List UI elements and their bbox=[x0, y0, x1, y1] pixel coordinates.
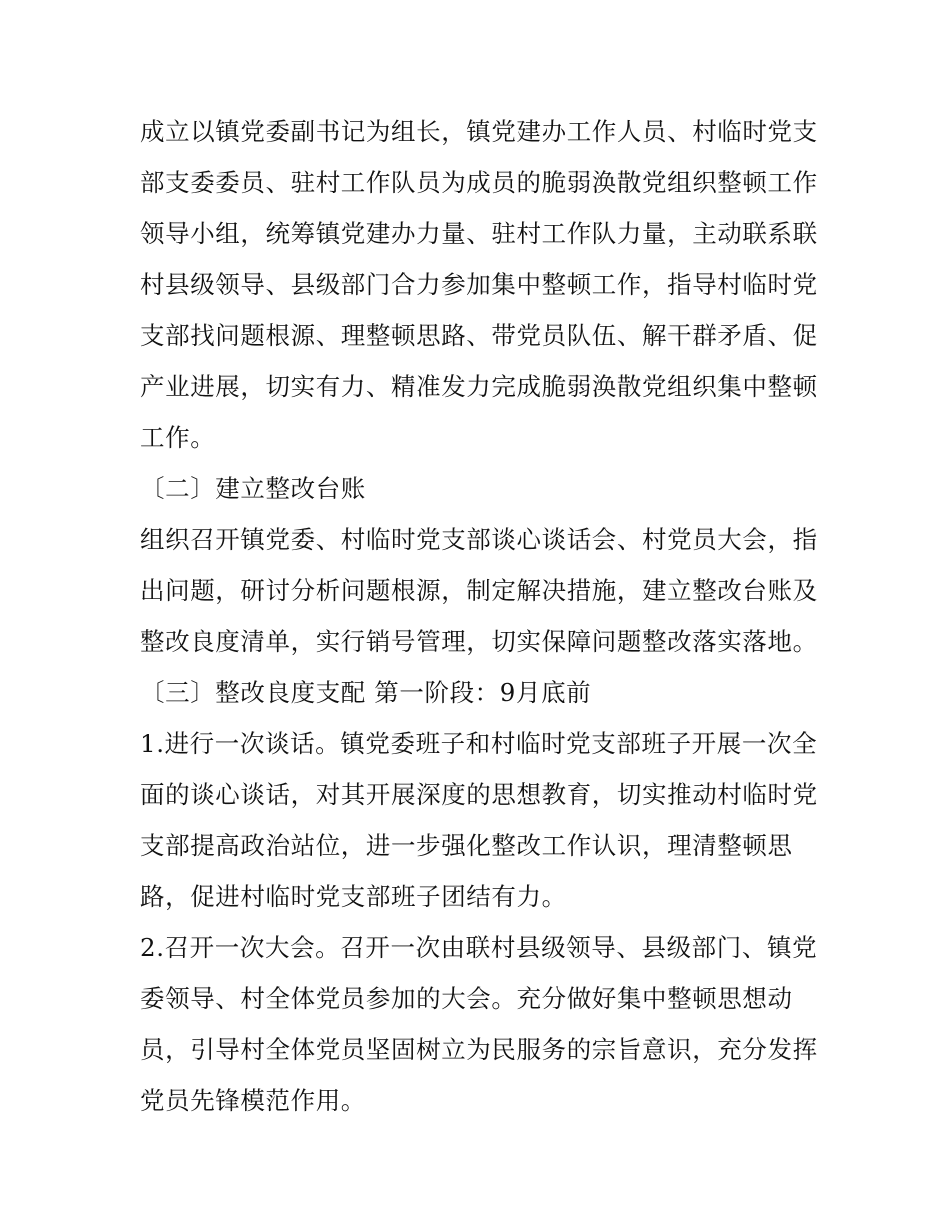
heading-establish-ledger: 〔二〕建立整改台账 bbox=[140, 474, 366, 503]
document-body bbox=[140, 106, 820, 1126]
paragraph-item-2: 2.召开一次大会。召开一次由联村县级领导、县级部门、镇党委领导、村全体党员参加的大会。充分做好集中整顿思想动员，引导村全体党员坚固树立为民服务的宗旨意识，充分发挥党员先锋模范作用。 bbox=[140, 933, 818, 1115]
paragraph-ledger: 组织召开镇党委、村临时党支部谈心谈话会、村党员大会，指出问题，研讨分析问题根源，制定解决措施，建立整改台账及整改良度清单，实行销号管理，切实保障问题整改落实落地。 bbox=[140, 525, 818, 656]
paragraph-leading-group: 成立以镇党委副书记为组长，镇党建办工作人员、村临时党支部支委委员、驻村工作队员为成员的脆弱涣散党组织整顿工作领导小组，统筹镇党建办力量、驻村工作队力量，主动联系联村县级领导、县级部门合力参加集中整顿工作，指导村临时党支部找问题根源、理整顿思路、带党员队伍、解干群矛盾、促产业进展，切实有力、精准发力完成脆弱涣散党组织集中整顿工作。 bbox=[140, 117, 818, 452]
paragraph-item-1: 1.进行一次谈话。镇党委班子和村临时党支部班子开展一次全面的谈心谈话，对其开展深度的思想教育，切实推动村临时党支部提高政治站位，进一步强化整改工作认识，理清整顿思路，促进村临时党支部班子团结有力。 bbox=[140, 729, 818, 911]
heading-rectification-schedule: 〔三〕整改良度支配 第一阶段：9月底前 bbox=[140, 678, 592, 707]
